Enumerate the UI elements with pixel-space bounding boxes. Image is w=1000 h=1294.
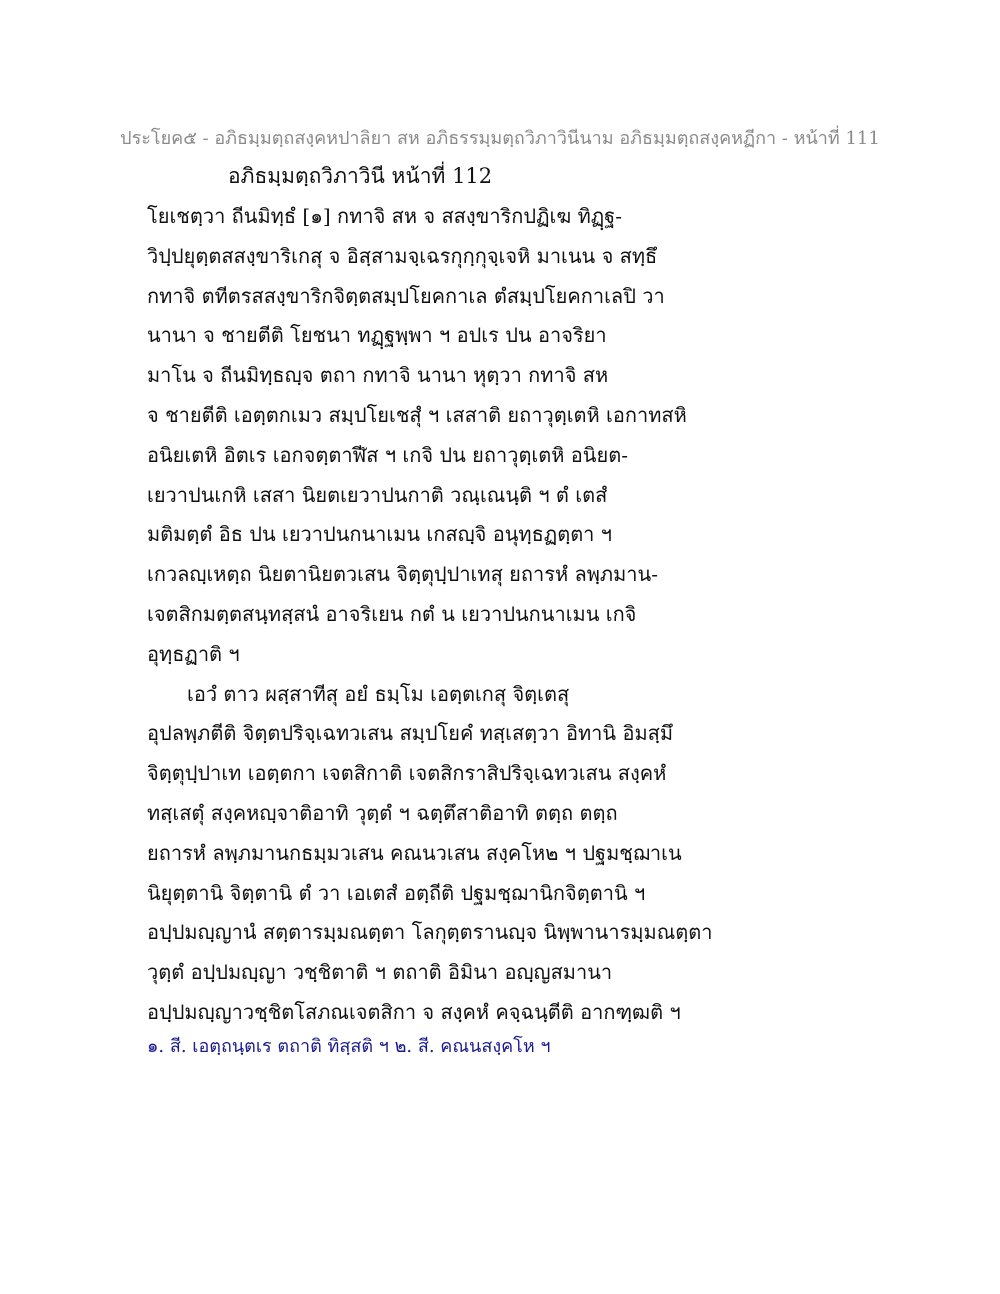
text-line: นานา จ ชายตีติ โยชนา ทฏฺฐพฺพา ฯ อปเร ปน อาจริยา (147, 323, 607, 348)
body-text (147, 197, 713, 1033)
text-line: จ ชายตีติ เอตฺตกเมว สมฺปโยเชสุํ ฯ เสสาติ ยถาวุตฺเตหิ เอกาทสหิ (147, 402, 687, 427)
text-line: ยถารหํ ลพฺภมานกธมฺมวเสน คณนวเสน สงฺคโห๒ ฯ ปฐมชฺฌาเน (147, 840, 682, 865)
footnote: ๑. สี. เอตฺถนฺตเร ตถาติ ทิสฺสติ ฯ ๒. สี. คณนสงฺคโห ฯ (147, 1036, 551, 1057)
paragraph-start-line: เอวํ ตาว ผสฺสาทีสุ อยํ ธมฺโม เอตฺตเกสุ จิตฺเตสุ (187, 681, 570, 706)
text-line: มาโน จ ถีนมิทฺธญฺจ ตถา กทาจิ นานา หุตฺวา กทาจิ สห (147, 363, 609, 388)
text-line: อุทฺธฏาติ ฯ (147, 641, 240, 666)
text-line: วิปฺปยุตฺตสสงฺขาริเกสุ จ อิสฺสามจฺเฉรกุกฺกุจฺเจหิ มาเนน จ สทฺธึ (147, 243, 658, 268)
running-header: ประโยค๕ - อภิธมฺมตฺถสงฺคหปาลิยา สห อภิธรรมฺมตฺถวิภาวินีนาม อภิธมฺมตฺถสงฺคหฏีกา - หน้าที่ 111 (120, 128, 880, 149)
text-line: อนิยเตหิ อิตเร เอกจตฺตาฬีส ฯ เกจิ ปน ยถาวุตฺเตหิ อนิยต- (147, 442, 628, 467)
page-heading: อภิธมฺมตฺถวิภาวินี หน้าที่ 112 (228, 164, 493, 188)
text-line: เกวลญฺเหตฺถ นิยตานิยตวเสน จิตฺตุปฺปาเทสุ ยถารหํ ลพฺภมาน- (147, 562, 658, 587)
text-line: กทาจิ ตทีตรสสงฺขาริกจิตฺตสมฺปโยคกาเล ตํสมฺปโยคกาเลปิ วา (147, 283, 665, 308)
text-line: เยวาปนเกหิ เสสา นิยตเยวาปนกาติ วณฺเณนฺติ ฯ ตํ เตสํ (147, 482, 608, 507)
text-line: อปฺปมญฺญานํ สตฺตารมฺมณตฺตา โลกุตฺตรานญฺจ นิพฺพานารมฺมณตฺตา (147, 920, 713, 945)
text-line: ทสฺเสตุํ สงฺคหญฺจาติอาทิ วุตฺตํ ฯ ฉตฺตึสาติอาทิ ตตฺถ ตตฺถ (147, 800, 618, 825)
text-line: เจตสิกมตฺตสนฺทสฺสนํ อาจริเยน กตํ น เยวาปนกนาเมน เกจิ (147, 601, 637, 626)
text-line: จิตฺตุปฺปาเท เอตฺตกา เจตสิกาติ เจตสิกราสิปริจฺเฉทวเสน สงฺคหํ (147, 761, 667, 786)
text-line: มติมตฺตํ อิธ ปน เยวาปนกนาเมน เกสญฺจิ อนุทฺธฏตฺตา ฯ (147, 522, 612, 547)
text-line: วุตฺตํ อปฺปมญฺญา วชฺชิตาติ ฯ ตถาติ อิมินา อญฺญสมานา (147, 960, 613, 985)
text-line: อปฺปมญฺญาวชฺชิตโสภณเจตสิกา จ สงฺคหํ คจฺฉนฺตีติ อากฑฺฒติ ฯ (147, 999, 681, 1024)
text-line: โยเชตฺวา ถีนมิทฺธํ [๑] กทาจิ สห จ สสงฺขาริกปฏิเฆ ทิฏฺฐ- (147, 204, 622, 228)
text-line: อุปลพฺภตีติ จิตฺตปริจฺเฉทวเสน สมฺปโยคํ ทสฺเสตฺวา อิทานิ อิมสฺมึ (147, 721, 674, 746)
text-line: นิยุตฺตานิ จิตฺตานิ ตํ วา เอเตสํ อตฺถีติ ปฐมชฺฌานิกจิตฺตานิ ฯ (147, 880, 646, 905)
